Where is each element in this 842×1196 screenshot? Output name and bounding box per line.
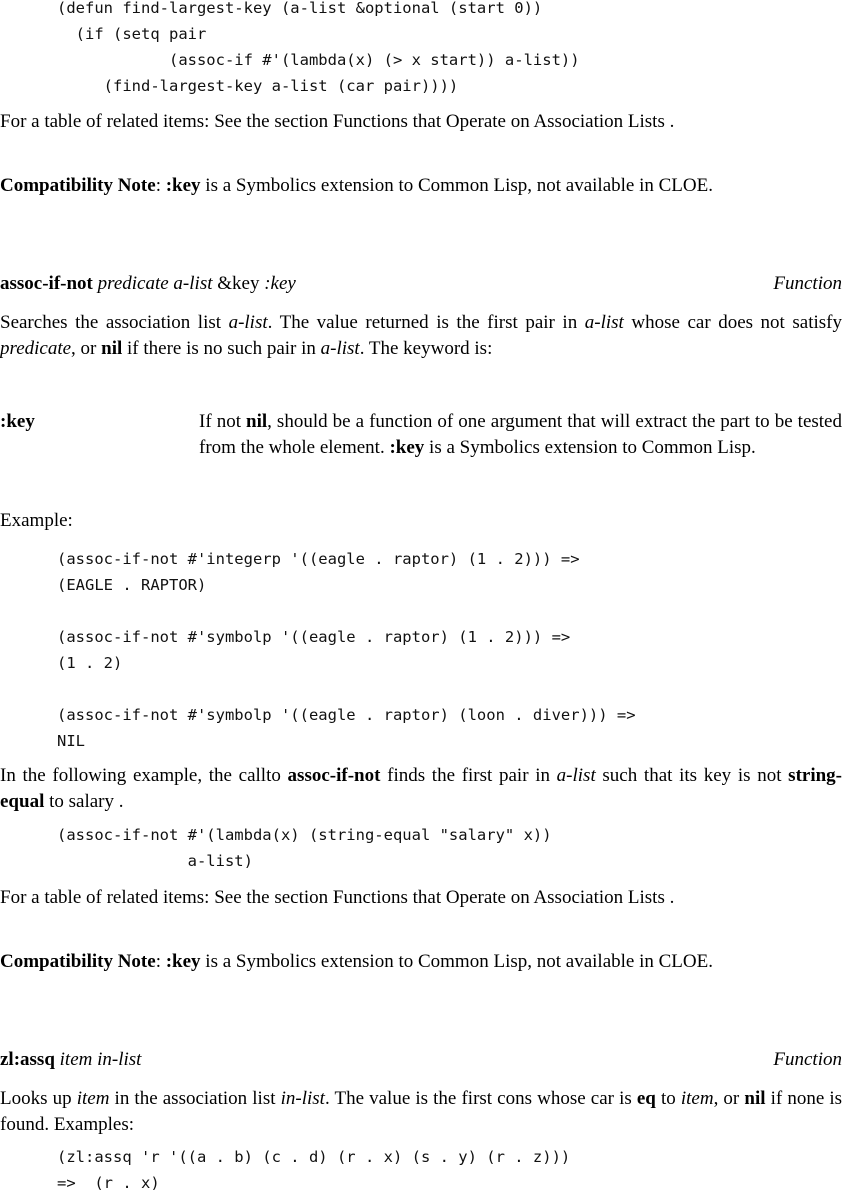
function-args: item in-list (59, 1049, 142, 1070)
following-example-paragraph (0, 763, 842, 815)
desc-predicate: predicate (0, 338, 72, 359)
follow-text: finds the first pair in (380, 765, 557, 786)
keyword-term: :key (0, 411, 35, 432)
code-assoc-if-not-examples: (assoc-if-not #'integerp '((eagle . raptor) (1 . 2))) => (EAGLE . RAPTOR) (assoc-if-not #'symbolp '((eagle . raptor) (1 . 2))) => (1 . 2) (assoc-if-not #'symbolp '((eagle . raptor) (loon . diver))) => NIL (57, 550, 636, 750)
code-find-largest-key: (defun find-largest-key (a-list &optional (start 0)) (if (setq pair (assoc-if #'(lambda(x) (> x start)) a-list)) (find-largest-key a-list (car pair)))) (57, 0, 580, 95)
desc-text: to (655, 1088, 681, 1109)
desc-text: . The keyword is: (359, 338, 493, 359)
desc-eq: eq (636, 1088, 656, 1109)
desc-nil: nil (101, 338, 123, 359)
function-kind: Function (773, 1049, 842, 1070)
keyword-definition (199, 409, 842, 461)
desc-text: Searches the association list (0, 312, 229, 333)
desc-alist: a-list (228, 312, 268, 333)
desc-text: in the association list (109, 1088, 281, 1109)
code-assoc-if-not-salary: (assoc-if-not #'(lambda(x) (string-equal "salary" x)) a-list) (57, 826, 552, 870)
see-also-prefix: For a table of related items: See the section (0, 111, 333, 132)
function-args: predicate a-list (97, 273, 213, 294)
zl-assq-header (0, 1047, 842, 1073)
compat-label: Compatibility Note (0, 951, 156, 972)
function-args-keyword: :key (264, 273, 296, 294)
see-also-link[interactable]: Functions that Operate on Association Lists (332, 111, 665, 132)
kw-def-key: :key (389, 437, 425, 458)
compatibility-note-2: Compatibility Note: :key is a Symbolics extension to Common Lisp, not available in CLOE. (0, 951, 713, 972)
function-kind: Function (773, 273, 842, 294)
desc-text: . The value is the first cons whose car is (324, 1088, 637, 1109)
code-zl-assq-example: (zl:assq 'r '((a . b) (c . d) (r . x) (s . y) (r . z))) => (r . x) (57, 1148, 571, 1192)
compat-key: :key (165, 175, 201, 196)
kw-def-text: is a Symbolics extension to Common Lisp. (424, 437, 756, 458)
follow-function: assoc-if-not (287, 765, 381, 786)
desc-nil: nil (744, 1088, 766, 1109)
function-name: zl:assq (0, 1049, 55, 1070)
follow-alist: a-list (556, 765, 596, 786)
follow-text: such that its key is not (595, 765, 789, 786)
desc-text: , or (71, 338, 102, 359)
assoc-if-not-description (0, 310, 842, 362)
follow-text: to salary . (44, 791, 124, 812)
see-also-suffix: . (669, 111, 675, 132)
desc-text: if there is no such pair in (122, 338, 321, 359)
zl-assq-signature (0, 1047, 141, 1073)
desc-in-list: in-list (280, 1088, 325, 1109)
desc-item: item (76, 1088, 110, 1109)
see-also-link[interactable]: Functions that Operate on Association Lists (332, 887, 665, 908)
desc-text: . The value returned is the first pair in (267, 312, 585, 333)
compat-label: Compatibility Note (0, 175, 156, 196)
desc-text: , or (713, 1088, 745, 1109)
desc-text: if none is found. Examples: (0, 1088, 842, 1135)
desc-text: whose car does not satisfy (623, 312, 842, 333)
function-name: assoc-if-not (0, 273, 93, 294)
compat-text: is a Symbolics extension to Common Lisp, not available in CLOE. (200, 951, 713, 972)
desc-alist: a-list (584, 312, 624, 333)
see-also-paragraph-1 (0, 109, 842, 135)
compat-text: is a Symbolics extension to Common Lisp, not available in CLOE. (200, 175, 713, 196)
follow-text: In the following example, the callto (0, 765, 288, 786)
example-label: Example: (0, 510, 73, 531)
compat-key: :key (165, 951, 201, 972)
zl-assq-description (0, 1086, 842, 1138)
see-also-prefix: For a table of related items: See the section (0, 887, 333, 908)
assoc-if-not-signature (0, 271, 296, 297)
assoc-if-not-header (0, 271, 842, 297)
desc-item: item (680, 1088, 714, 1109)
function-args-key: &key (217, 273, 260, 294)
compatibility-note-1: Compatibility Note: :key is a Symbolics extension to Common Lisp, not available in CLOE. (0, 175, 713, 196)
follow-string-equal: string-equal (0, 765, 842, 812)
kw-def-text: , should be a function of one argument that will extract the part to be tested from the whole element. (199, 411, 842, 458)
kw-def-text: If not (199, 411, 247, 432)
see-also-suffix: . (669, 887, 675, 908)
desc-text: Looks up (0, 1088, 77, 1109)
see-also-paragraph-2 (0, 885, 842, 911)
desc-alist: a-list (320, 338, 360, 359)
kw-def-nil: nil (246, 411, 268, 432)
